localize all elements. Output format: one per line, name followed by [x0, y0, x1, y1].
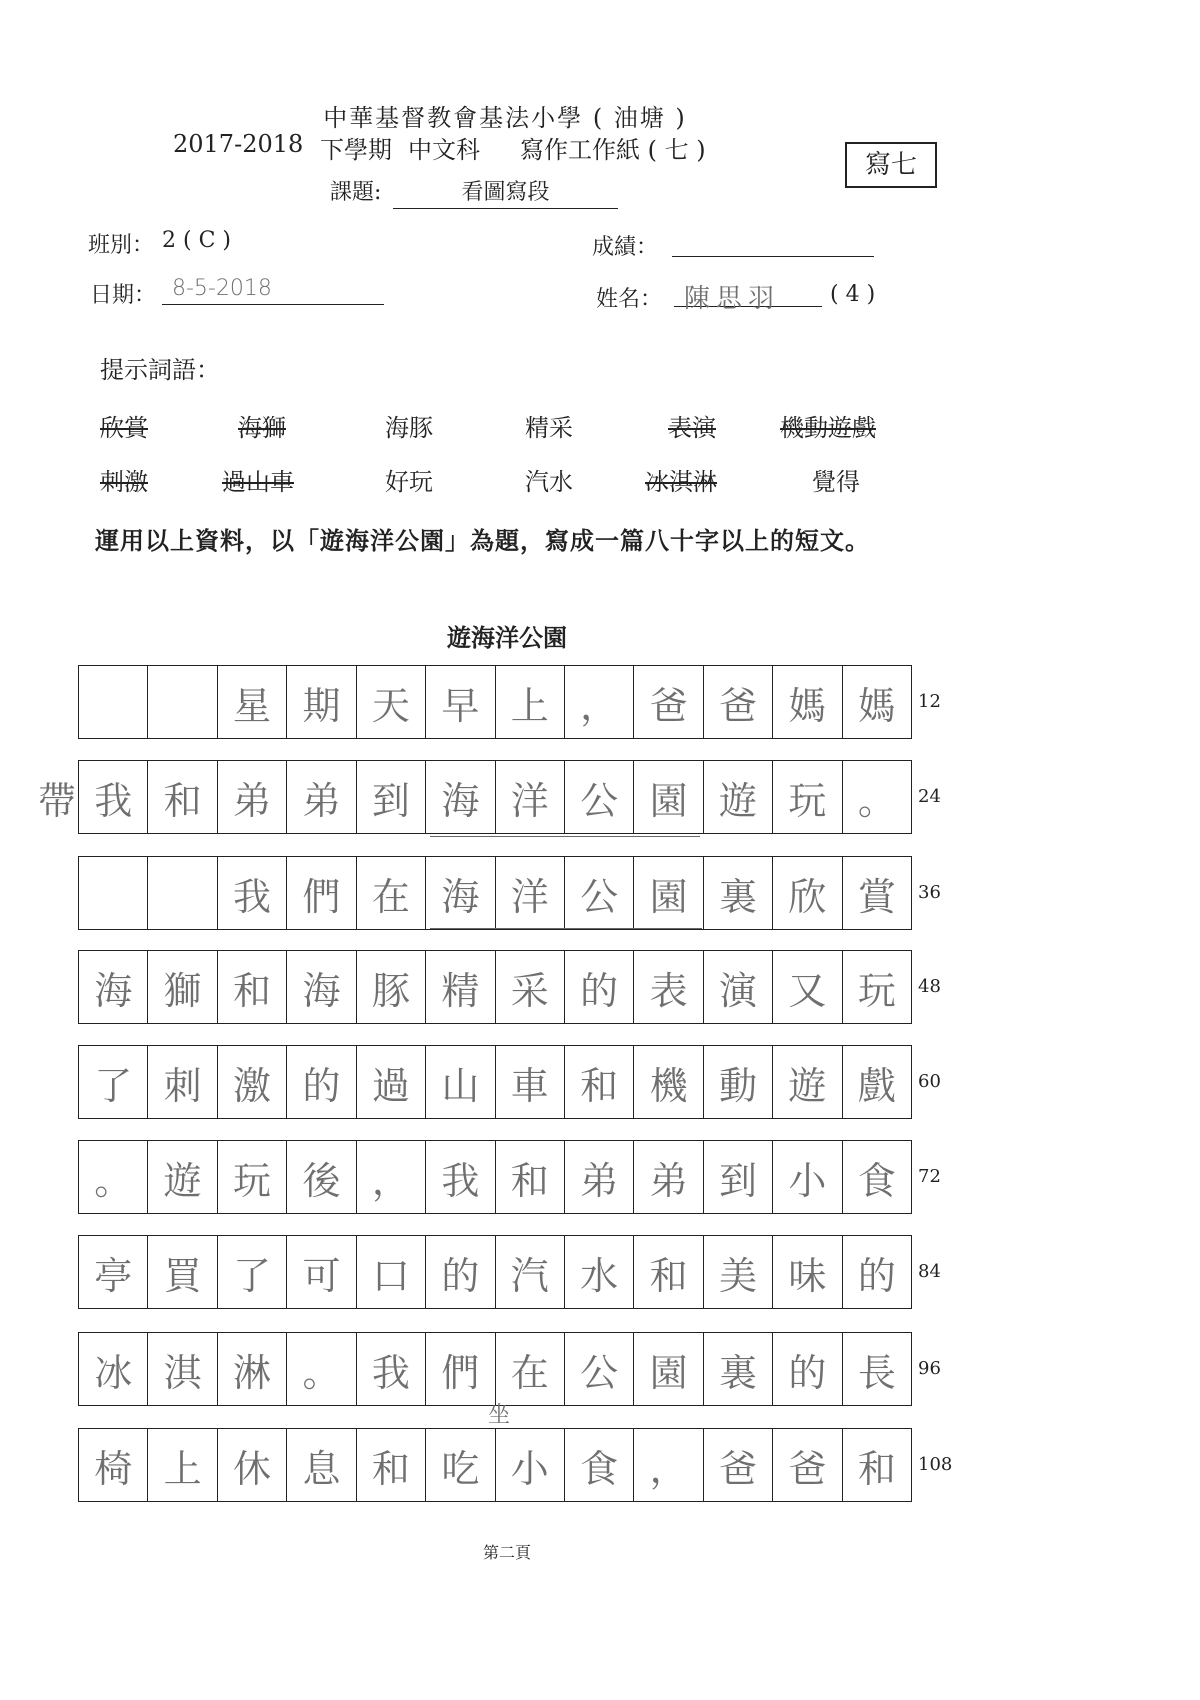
- essay-cell: 後: [287, 1141, 356, 1213]
- essay-cell: 玩: [857, 968, 896, 1013]
- essay-cell: ，: [357, 1141, 426, 1213]
- row-character-count: 72: [918, 1166, 941, 1187]
- essay-cell: 公: [565, 761, 634, 833]
- date-label: 日期：: [90, 283, 157, 308]
- grade-label: 成績：: [592, 235, 659, 260]
- underline-mark: [430, 928, 702, 929]
- essay-cell: 和: [148, 761, 217, 833]
- hint-word: 過山車: [222, 468, 294, 496]
- essay-cell: 遊: [773, 1046, 842, 1118]
- essay-cell: 洋: [496, 761, 565, 833]
- essay-grid-row: [78, 760, 912, 834]
- essay-grid-row: [78, 1045, 912, 1119]
- subject: 中文科: [408, 136, 480, 164]
- essay-cell: 我: [357, 1333, 426, 1405]
- essay-cell: 公: [565, 1333, 634, 1405]
- essay-cell: 上: [496, 666, 565, 738]
- essay-cell: 爸: [634, 666, 703, 738]
- essay-cell: 表: [634, 951, 703, 1023]
- essay-cell: 裏: [704, 1333, 773, 1405]
- essay-cell: 的: [426, 1236, 495, 1308]
- hint-word: 海豚: [385, 414, 433, 442]
- essay-cell: 水: [565, 1236, 634, 1308]
- essay-grid-row: [78, 665, 912, 739]
- essay-cell: 口: [357, 1236, 426, 1308]
- instruction: 運用以上資料，以「遊海洋公園」為題，寫成一篇八十字以上的短文。: [95, 526, 870, 555]
- essay-cell: 玩: [218, 1141, 287, 1213]
- essay-cell: 在: [357, 857, 426, 929]
- name-label: 姓名：: [596, 287, 663, 312]
- hint-word: 海獅: [238, 414, 286, 442]
- essay-cell: 車: [496, 1046, 565, 1118]
- row-character-count: 12: [918, 691, 941, 712]
- essay-cell: 期: [287, 666, 356, 738]
- essay-cell: 食: [565, 1429, 634, 1501]
- essay-cell: 弟: [565, 1141, 634, 1213]
- essay-cell: ，: [634, 1429, 703, 1501]
- insert-correction: 坐: [488, 1403, 511, 1428]
- name-value: 陳思羽: [684, 284, 781, 314]
- essay-grid-row: [78, 1332, 912, 1406]
- essay-cell: 海: [287, 951, 356, 1023]
- essay-cell: 動: [704, 1046, 773, 1118]
- hint-word: 冰淇淋: [645, 468, 717, 496]
- essay-cell: 裏: [704, 857, 773, 929]
- essay-cell: 和: [218, 951, 287, 1023]
- topic-label: 課題:: [330, 180, 382, 205]
- essay-cell: 山: [426, 1046, 495, 1118]
- essay-cell: 長: [857, 1350, 896, 1395]
- date-field: [162, 276, 384, 305]
- essay-cell: 又: [773, 951, 842, 1023]
- essay-cell: 我: [426, 1141, 495, 1213]
- row-character-count: 108: [918, 1454, 953, 1475]
- school-name: 中華基督教會基法小學 ( 油塘 ): [323, 104, 687, 132]
- essay-cell: 賞: [857, 874, 896, 919]
- hint-word: 機動遊戲: [780, 414, 876, 442]
- essay-cell: 獅: [148, 951, 217, 1023]
- essay-cell: 味: [773, 1236, 842, 1308]
- term: 下學期: [320, 136, 392, 164]
- essay-cell: 玩: [773, 761, 842, 833]
- hint-word: 好玩: [385, 468, 433, 496]
- class-label: 班別：: [88, 233, 155, 258]
- essay-cell: 小: [496, 1429, 565, 1501]
- essay-cell: 的: [857, 1253, 896, 1298]
- row-character-count: 24: [918, 786, 941, 807]
- essay-cell: 機: [634, 1046, 703, 1118]
- essay-grid-row: [78, 950, 912, 1024]
- hint-word: 欣賞: [100, 414, 148, 442]
- row-character-count: 96: [918, 1358, 941, 1379]
- row-character-count: 60: [918, 1071, 941, 1092]
- essay-cell: ，: [565, 666, 634, 738]
- grade-field: [672, 228, 874, 257]
- hint-word: 覺得: [812, 468, 860, 496]
- essay-cell: 到: [357, 761, 426, 833]
- essay-cell: 食: [857, 1158, 896, 1203]
- essay-cell: 爸: [704, 666, 773, 738]
- essay-cell: 海: [426, 857, 495, 929]
- hint-word: 汽水: [525, 468, 573, 496]
- margin-correction: 帶: [38, 779, 77, 823]
- essay-cell: 淇: [148, 1333, 217, 1405]
- essay-cell: 和: [357, 1429, 426, 1501]
- essay-cell: 精: [426, 951, 495, 1023]
- essay-cell: 媽: [773, 666, 842, 738]
- topic-value: 看圖寫段: [393, 175, 618, 209]
- essay-grid-row: [78, 856, 912, 930]
- essay-cell: 休: [218, 1429, 287, 1501]
- essay-cell: 海: [426, 761, 495, 833]
- essay-cell: 椅: [79, 1429, 148, 1501]
- worksheet-title: 寫作工作紙 ( 七 ): [520, 136, 706, 164]
- page-number: 第二頁: [482, 1543, 531, 1562]
- essay-cell: 小: [773, 1141, 842, 1213]
- essay-cell: [148, 857, 217, 929]
- hint-word: 刺激: [100, 468, 148, 496]
- essay-cell: 我: [218, 857, 287, 929]
- essay-cell: 的: [565, 951, 634, 1023]
- essay-title: 遊海洋公園: [447, 623, 567, 652]
- essay-cell: 園: [634, 761, 703, 833]
- essay-cell: 戲: [857, 1063, 896, 1108]
- name-field: [674, 278, 822, 314]
- essay-cell: 。: [79, 1141, 148, 1213]
- essay-cell: 激: [218, 1046, 287, 1118]
- essay-cell: 采: [496, 951, 565, 1023]
- essay-grid-row: [78, 1428, 912, 1502]
- essay-cell: 遊: [704, 761, 773, 833]
- essay-cell: [148, 666, 217, 738]
- essay-cell: 弟: [287, 761, 356, 833]
- essay-cell: 美: [704, 1236, 773, 1308]
- essay-cell: 到: [704, 1141, 773, 1213]
- essay-cell: 和: [857, 1446, 896, 1491]
- essay-cell: 淋: [218, 1333, 287, 1405]
- essay-grid-row: [78, 1140, 912, 1214]
- essay-cell: 了: [218, 1236, 287, 1308]
- essay-cell: 星: [218, 666, 287, 738]
- essay-cell: 和: [565, 1046, 634, 1118]
- hint-word: 精采: [525, 414, 573, 442]
- essay-cell: 欣: [773, 857, 842, 929]
- essay-cell: 天: [357, 666, 426, 738]
- essay-cell: 刺: [148, 1046, 217, 1118]
- essay-cell: 演: [704, 951, 773, 1023]
- essay-cell: 上: [148, 1429, 217, 1501]
- worksheet-badge: 寫七: [845, 142, 937, 188]
- essay-cell: 。: [287, 1333, 356, 1405]
- essay-grid-row: [78, 1235, 912, 1309]
- essay-cell: 我: [79, 761, 148, 833]
- row-character-count: 48: [918, 976, 941, 997]
- student-number: ( 4 ): [830, 282, 876, 307]
- essay-cell: 亭: [79, 1236, 148, 1308]
- essay-cell: 過: [357, 1046, 426, 1118]
- essay-cell: 買: [148, 1236, 217, 1308]
- essay-cell: 。: [857, 778, 896, 823]
- essay-cell: 公: [565, 857, 634, 929]
- essay-cell: 可: [287, 1236, 356, 1308]
- class-value: 2 ( C ): [162, 228, 231, 253]
- essay-cell: 和: [496, 1141, 565, 1213]
- essay-cell: 們: [287, 857, 356, 929]
- essay-cell: 媽: [857, 683, 896, 728]
- essay-cell: 吃: [426, 1429, 495, 1501]
- essay-cell: 們: [426, 1333, 495, 1405]
- essay-cell: 園: [634, 857, 703, 929]
- essay-cell: 息: [287, 1429, 356, 1501]
- essay-cell: 冰: [79, 1333, 148, 1405]
- essay-cell: 的: [287, 1046, 356, 1118]
- row-character-count: 84: [918, 1261, 941, 1282]
- essay-cell: 汽: [496, 1236, 565, 1308]
- essay-cell: 和: [634, 1236, 703, 1308]
- essay-cell: 弟: [634, 1141, 703, 1213]
- row-character-count: 36: [918, 882, 941, 903]
- underline-mark: [430, 836, 700, 837]
- essay-cell: 海: [79, 951, 148, 1023]
- essay-cell: 豚: [357, 951, 426, 1023]
- essay-cell: [79, 857, 148, 929]
- essay-cell: 的: [773, 1333, 842, 1405]
- essay-cell: 園: [634, 1333, 703, 1405]
- hints-title: 提示詞語：: [100, 356, 220, 384]
- essay-cell: 了: [79, 1046, 148, 1118]
- essay-cell: 洋: [496, 857, 565, 929]
- essay-cell: 遊: [148, 1141, 217, 1213]
- essay-cell: [79, 666, 148, 738]
- essay-cell: 爸: [773, 1429, 842, 1501]
- essay-cell: 在: [496, 1333, 565, 1405]
- essay-cell: 弟: [218, 761, 287, 833]
- date-value: 8-5-2018: [172, 276, 272, 301]
- essay-cell: 爸: [704, 1429, 773, 1501]
- hint-word: 表演: [668, 414, 716, 442]
- school-year: 2017-2018: [173, 130, 304, 158]
- essay-cell: 早: [426, 666, 495, 738]
